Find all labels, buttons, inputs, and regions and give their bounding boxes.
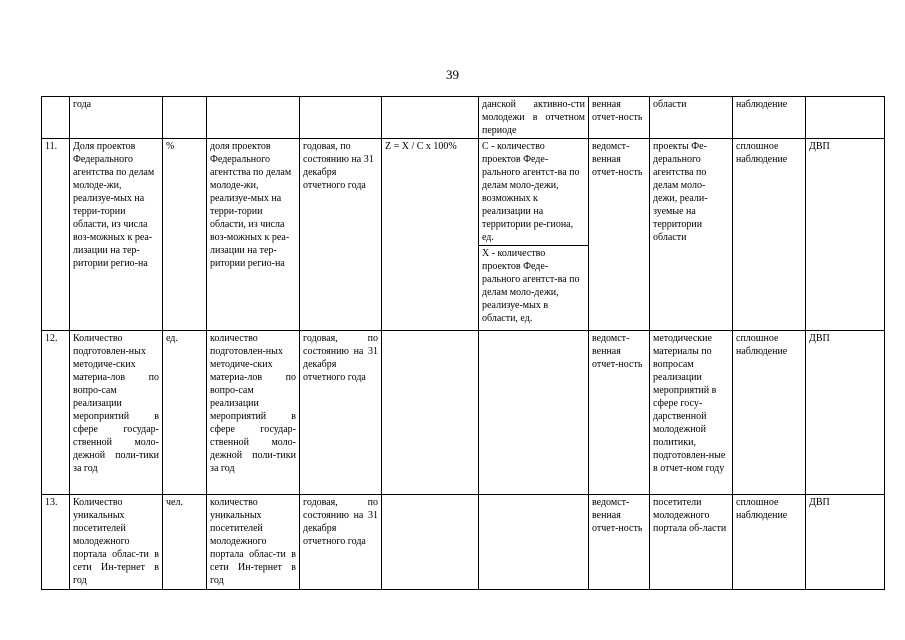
row-number: 12.	[42, 331, 70, 495]
table-row	[42, 97, 885, 139]
table-row	[42, 331, 885, 495]
basic-indicators	[479, 331, 589, 495]
periodicity: годовая, по состоянию на 31 декабря отчетного года	[300, 139, 382, 331]
collection-method: ведомст-венная отчет-ность	[589, 331, 650, 495]
collection-method: ведомст-венная отчет-ность	[589, 139, 650, 331]
unit	[163, 97, 207, 139]
observation-object: методические материалы по вопросам реализации мероприятий в сфере госу-дарственной молодежной политики, подготовлен-ные в отчет-ном году	[650, 331, 733, 495]
collection-method: венная отчет-ность	[589, 97, 650, 139]
row-number: 11.	[42, 139, 70, 331]
definition: доля проектов Федерального агентства по делам молоде-жи, реализуе-мых на терри-тории области, из числа воз-можных к реа-лизации на тер-ритории регио-на	[207, 139, 300, 331]
definition	[207, 97, 300, 139]
indicator-name: Количество уникальных посетителей молодежного портала облас-ти в сети Ин-тернет в год	[70, 495, 163, 590]
observation-object: проекты Фе-дерального агентства по делам моло-дежи, реали-зуемые на территории области	[650, 139, 733, 331]
table-row	[42, 495, 885, 590]
page-number: 39	[446, 67, 459, 82]
observation-object: посетители молодежного портала об-ласти	[650, 495, 733, 590]
responsible: ДВП	[806, 331, 885, 495]
definition: количество уникальных посетителей молодежного портала облас-ти в сети Ин-тернет в год	[207, 495, 300, 590]
indicator-name: Доля проектов Федерального агентства по делам молоде-жи, реализуе-мых на терри-тории области, из числа воз-можных к реа-лизации на тер-ритории регио-на	[70, 139, 163, 331]
responsible: ДВП	[806, 139, 885, 331]
coverage: сплошное наблюдение	[733, 331, 806, 495]
basic-indicators: данской активно-сти молодежи в отчетном периоде	[479, 97, 589, 139]
formula	[382, 331, 479, 495]
basic-indicator-x: Х - количество проектов Феде-рального агентст-ва по делам моло-дежи, реализуе-мых в области, ед.	[482, 248, 580, 324]
indicators-table	[41, 96, 885, 590]
indicator-name: года	[70, 97, 163, 139]
unit: чел.	[163, 495, 207, 590]
unit: ед.	[163, 331, 207, 495]
basic-indicators	[479, 139, 589, 331]
coverage: наблюдение	[733, 97, 806, 139]
periodicity	[300, 97, 382, 139]
basic-indicators	[479, 495, 589, 590]
unit: %	[163, 139, 207, 331]
table-row	[42, 139, 885, 331]
periodicity: годовая, по состоянию на 31 декабря отчетного года	[300, 495, 382, 590]
observation-object: области	[650, 97, 733, 139]
indicator-name: Количество подготовлен-ных методиче-ских материа-лов по вопро-сам реализации мероприятий в сфере государ-ственной моло-дежной поли-тики за год	[70, 331, 163, 495]
coverage: сплошное наблюдение	[733, 495, 806, 590]
basic-indicator-c: С - количество проектов Феде-рального агентст-ва по делам моло-дежи, возможных к реализации на территории ре-гиона, ед.	[479, 139, 588, 246]
row-number	[42, 97, 70, 139]
periodicity: годовая, по состоянию на 31 декабря отчетного года	[300, 331, 382, 495]
formula	[382, 97, 479, 139]
formula: Z = X / C x 100%	[382, 139, 479, 331]
coverage: сплошное наблюдение	[733, 139, 806, 331]
formula	[382, 495, 479, 590]
responsible: ДВП	[806, 495, 885, 590]
collection-method: ведомст-венная отчет-ность	[589, 495, 650, 590]
responsible	[806, 97, 885, 139]
definition: количество подготовлен-ных методиче-ских материа-лов по вопро-сам реализации мероприятий в сфере государ-ственной моло-дежной поли-тики за год	[207, 331, 300, 495]
row-number: 13.	[42, 495, 70, 590]
